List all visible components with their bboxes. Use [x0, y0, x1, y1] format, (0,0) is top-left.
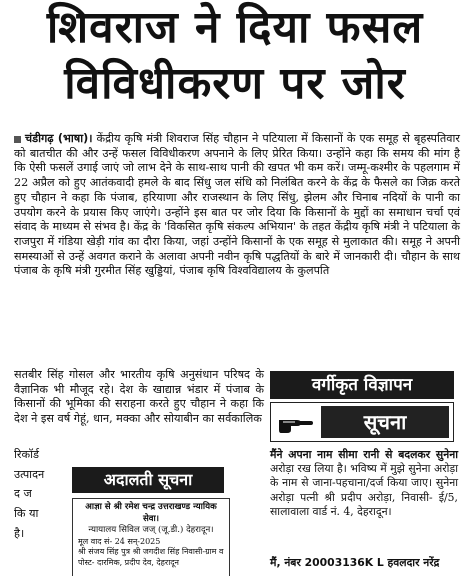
article-text: केंद्रीय कृषि मंत्री शिवराज सिंह चौहान ने पटियाला में किसानों के एक समूह से बृहस्पतिवार को बातचीत की और उन्हें फसल विविधीकरण अपनाने के लिए प्रेरित किया। उन्होंने कहा कि समय की मांग है कि ऐसी फसलें उगाई जाएं जो लाभ देने के साथ-साथ पानी की खपत भी कम करें। जम्मू-कश्मीर के पहलगाम में 22 अप्रैल को हुए आतंकवादी हमले के बाद सिंधु जल संधि को निलंबित करने के केंद्र के फैसले का जिक्र करते हुए चौहान ने कहा कि पंजाब, हरियाणा और राजस्थान के लिए सिंधु, झेलम और चिनाब नदियों के पानी का उपयोग करने के प्रयास किए जाएंगे। उन्होंने इस बात पर जोर दिया कि किसानों के मुद्दों का समाधान चर्चा एवं संवाद के माध्यम से संभव है। केंद्र के 'विकसित कृषि संकल्प अभियान' के तहत केंद्रीय कृषि मंत्री ने पटियाला के राजपुरा में गंडिया खेड़ी गांव का दौरा किया, जहां उन्होंने किसानों के एक समूह से मुलाकात की। समूह ने अपनी समस्याओं से उन्हें अवगत कराने के अलावा अपनी नवीन कृषि पद्धतियों के बारे में जानकारी दी। चौहान के साथ पंजाब के कृषि मंत्री गुरमीत सिंह खुड्डियां, पंजाब कृषि विश्वविद्यालय के कुलपति [14, 132, 461, 278]
classified-ads-banner: वर्गीकृत विज्ञापन [270, 371, 454, 399]
tail-word: रिकॉर्ड [14, 448, 39, 461]
notice-lead: मैंने अपना नाम सीमा रानी से बदलकर सुनेना [270, 448, 458, 461]
dateline: चंडीगढ़ (भाषा)। [25, 132, 93, 145]
court-line-4: श्री संजय सिंह पुत्र श्री जगदीश सिंह निवासी-ग्राम व पोस्ट- दारमिक, प्रदीप देव, देहरादून [78, 547, 224, 567]
square-bullet-icon [14, 136, 21, 143]
notice-body [270, 448, 458, 519]
notice-title: सूचना [321, 406, 449, 438]
second-notice: मैं, नंबर 20003136K L हवलदार नरेंद्र [270, 556, 440, 569]
article-continuation: सतबीर सिंह गोसल और भारतीय कृषि अनुसंधान परिषद के वैज्ञानिक भी मौजूद रहे। देश के खाद्यान्न भंडार में पंजाब के किसानों की भूमिका की सराहना करते हुए चौहान ने कहा कि देश ने इस वर्ष गेहूं, धान, मक्का और सोयाबीन का सर्वकालिक [14, 368, 264, 426]
court-notice-box [72, 498, 230, 576]
headline-line-2: विविधीकरण पर जोर [64, 58, 406, 109]
court-line-3: मूल वाद सं- 24 सन्-2025 [78, 536, 161, 546]
headline [0, 0, 470, 120]
tail-word: है। [14, 526, 25, 540]
article-body [14, 132, 460, 279]
court-line-1: आज्ञा से श्री रमेश चन्द्र उत्तराखण्ड न्यायिक सेवा। [85, 502, 217, 524]
court-line-2: न्यायालय सिविल जज् (जू.डी.) देहरादून। [88, 525, 214, 535]
tail-word: कि या [14, 507, 39, 521]
notice-header [270, 402, 454, 442]
tail-word: उत्पादन [14, 467, 45, 481]
tail-word: द ज [14, 487, 32, 501]
court-notice-banner: अदालती सूचना [72, 467, 224, 493]
headline-line-1: शिवराज ने दिया फसल [46, 2, 424, 53]
notice-text: अरोड़ा रख लिया है। भविष्य में मुझे सुनेना अरोड़ा के नाम से जाना-पहचाना/दर्ज किया जाए। सुनेना अरोड़ा पत्नी श्री प्रदीप अरोड़ा, निवासी- ई/5, सालावाला वार्ड नं. 4, देहरादून। [270, 462, 458, 518]
pointing-hand-icon [277, 412, 315, 434]
article-tail [14, 448, 70, 547]
